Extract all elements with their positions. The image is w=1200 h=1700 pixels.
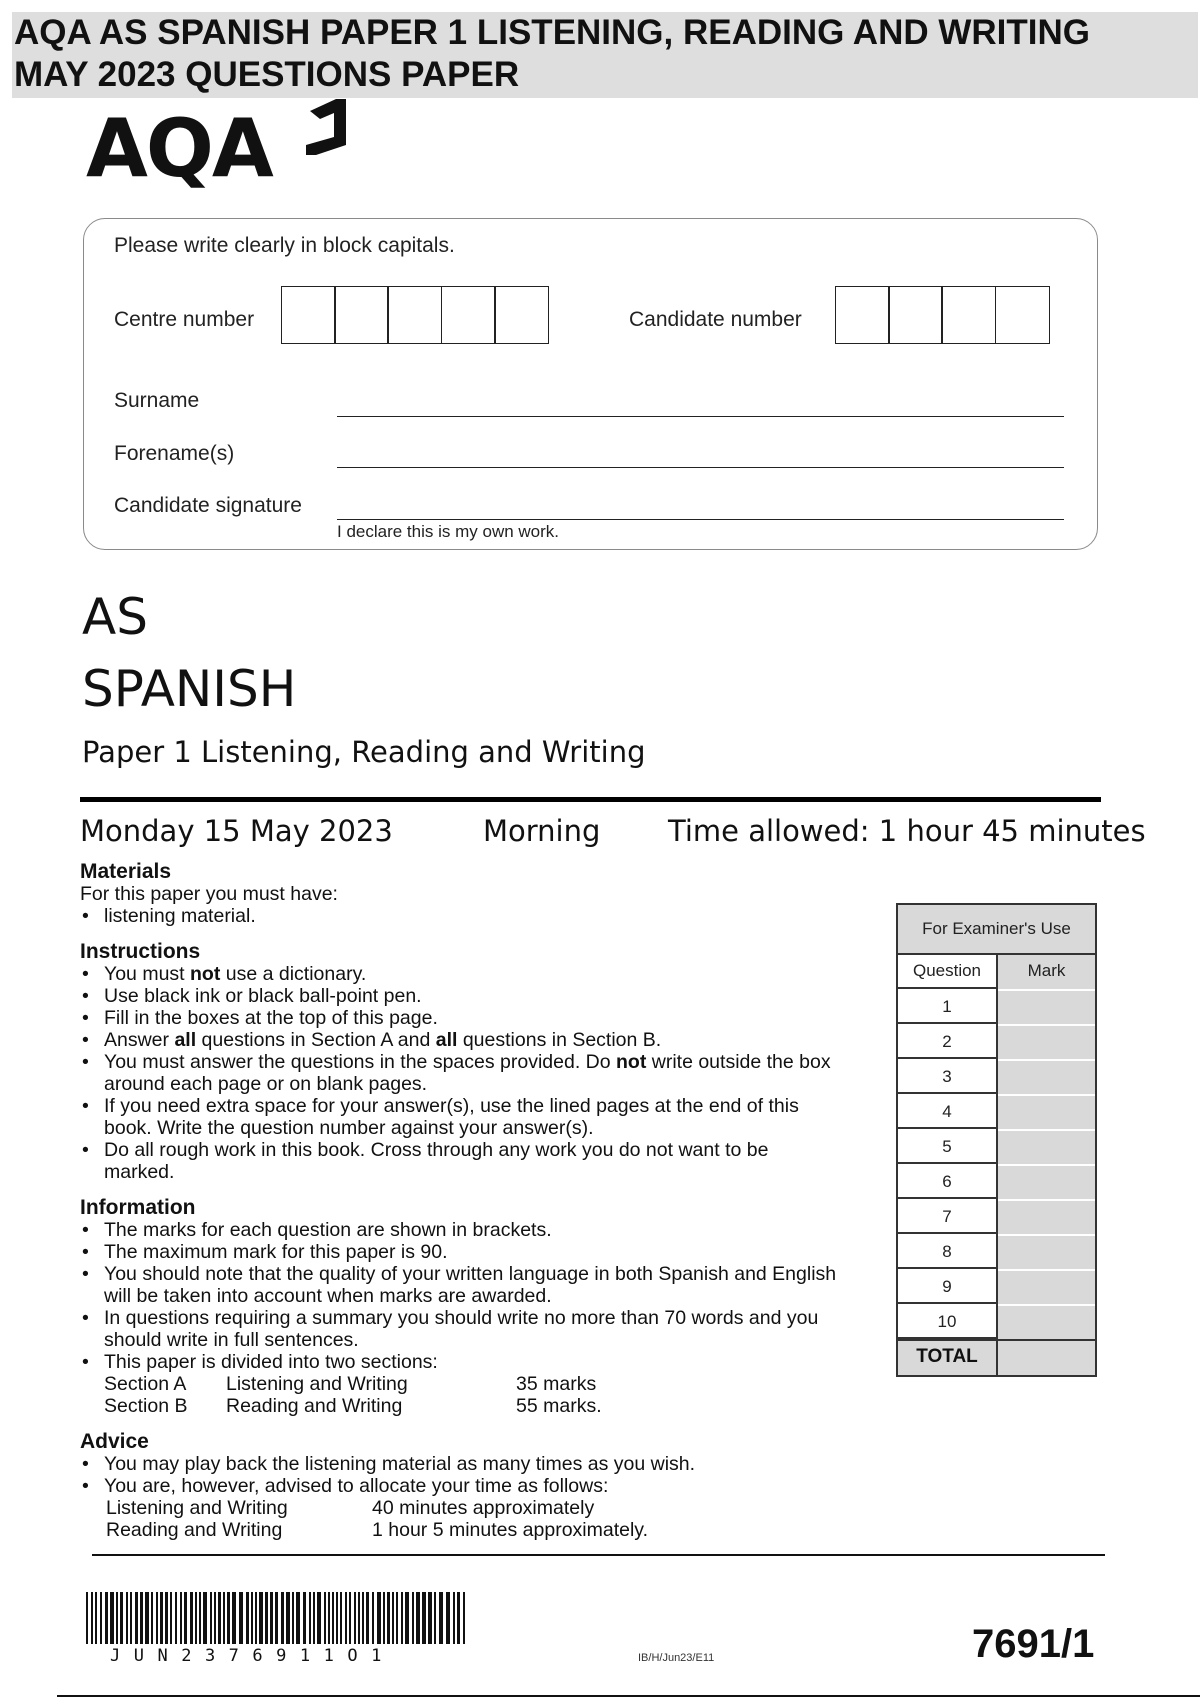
instructions-heading: Instructions bbox=[80, 940, 201, 963]
mark-cell[interactable] bbox=[998, 1234, 1095, 1269]
aqa-logo: AQA bbox=[86, 102, 272, 195]
list-item: • Use black ink or black ball-point pen. bbox=[80, 985, 870, 1007]
barcode-bar bbox=[332, 1592, 334, 1644]
centre-number-label: Centre number bbox=[114, 308, 255, 331]
barcode-bar bbox=[457, 1592, 460, 1644]
barcode-bar bbox=[392, 1592, 394, 1644]
barcode-bar bbox=[328, 1592, 330, 1644]
time-allocation-row: Listening and Writing 40 minutes approximately bbox=[106, 1497, 595, 1519]
question-number-cell: 5 bbox=[898, 1129, 998, 1164]
barcode-bar bbox=[324, 1592, 326, 1644]
barcode-bar bbox=[317, 1592, 321, 1644]
examiner-use-table bbox=[896, 903, 1097, 1377]
barcode-bar bbox=[292, 1592, 294, 1644]
barcode-bar bbox=[246, 1592, 249, 1644]
barcode-bar bbox=[156, 1592, 158, 1644]
list-item: • listening material. bbox=[80, 905, 870, 927]
barcode-bar bbox=[434, 1592, 436, 1644]
barcode-bar bbox=[91, 1592, 93, 1644]
barcode-bar bbox=[135, 1592, 138, 1644]
barcode-bar bbox=[372, 1592, 374, 1644]
question-number-cell: 10 bbox=[898, 1304, 998, 1339]
barcode-bar bbox=[309, 1592, 311, 1644]
centre-number-boxes[interactable] bbox=[281, 286, 547, 344]
barcode-bar bbox=[105, 1592, 108, 1644]
examiner-table-title: For Examiner's Use bbox=[898, 905, 1095, 955]
barcode-bar bbox=[190, 1592, 193, 1644]
barcode-bar bbox=[239, 1592, 243, 1644]
barcode-bar bbox=[255, 1592, 257, 1644]
barcode bbox=[86, 1592, 471, 1646]
candidate-number-boxes[interactable] bbox=[835, 286, 1048, 344]
barcode-bar bbox=[396, 1592, 398, 1644]
centre-number-digit[interactable] bbox=[441, 286, 496, 344]
candidate-number-digit[interactable] bbox=[888, 286, 943, 344]
barcode-bar bbox=[180, 1592, 182, 1644]
list-item: • Answer all questions in Section A and all questions in Section B. bbox=[80, 1029, 870, 1051]
forenames-field[interactable] bbox=[337, 467, 1064, 468]
barcode-bar bbox=[227, 1592, 230, 1644]
information-heading: Information bbox=[80, 1196, 196, 1219]
mark-cell[interactable] bbox=[998, 1164, 1095, 1199]
mark-cell[interactable] bbox=[998, 1269, 1095, 1304]
barcode-bar bbox=[313, 1592, 315, 1644]
list-item: • Do all rough work in this book. Cross through any work you do not want to be marked. bbox=[80, 1139, 844, 1183]
mark-cell[interactable] bbox=[998, 1059, 1095, 1094]
mark-column-header: Mark bbox=[998, 955, 1095, 989]
advice-heading: Advice bbox=[80, 1430, 149, 1453]
forenames-label: Forename(s) bbox=[114, 442, 235, 465]
block-capitals-instruction: Please write clearly in block capitals. bbox=[114, 234, 455, 257]
paper-title: Paper 1 Listening, Reading and Writing bbox=[82, 735, 646, 769]
barcode-bar bbox=[463, 1592, 465, 1644]
barcode-bar bbox=[100, 1592, 102, 1644]
barcode-bar bbox=[275, 1592, 278, 1644]
question-number-cell: 8 bbox=[898, 1234, 998, 1269]
barcode-bar bbox=[281, 1592, 284, 1644]
barcode-bar bbox=[416, 1592, 420, 1644]
barcode-bar bbox=[170, 1592, 172, 1644]
barcode-bar bbox=[405, 1592, 409, 1644]
barcode-bar bbox=[377, 1592, 381, 1644]
barcode-bar bbox=[232, 1592, 236, 1644]
mark-cell[interactable] bbox=[998, 1094, 1095, 1129]
barcode-bar bbox=[120, 1592, 123, 1644]
barcode-bar bbox=[214, 1592, 216, 1644]
barcode-bar bbox=[336, 1592, 338, 1644]
document-title bbox=[14, 12, 1194, 96]
document-title-line-1: AQA AS SPANISH PAPER 1 LISTENING, READING AND WRITING bbox=[14, 13, 1090, 52]
candidate-number-label: Candidate number bbox=[629, 308, 802, 331]
barcode-bar bbox=[366, 1592, 369, 1644]
surname-field[interactable] bbox=[337, 416, 1064, 417]
question-column-header: Question bbox=[898, 955, 998, 989]
barcode-bar bbox=[151, 1592, 153, 1644]
barcode-bar bbox=[203, 1592, 207, 1644]
barcode-bar bbox=[383, 1592, 385, 1644]
barcode-bar bbox=[223, 1592, 225, 1644]
question-number-cell: 2 bbox=[898, 1024, 998, 1059]
barcode-bar bbox=[387, 1592, 390, 1644]
instructions-list bbox=[80, 963, 870, 1183]
barcode-bar bbox=[265, 1592, 268, 1644]
barcode-bar bbox=[358, 1592, 360, 1644]
barcode-bar bbox=[195, 1592, 197, 1644]
centre-number-digit[interactable] bbox=[494, 286, 549, 344]
total-label: TOTAL bbox=[898, 1339, 998, 1375]
barcode-bar bbox=[210, 1592, 212, 1644]
barcode-bar bbox=[422, 1592, 426, 1644]
barcode-bar bbox=[296, 1592, 300, 1644]
barcode-bar bbox=[86, 1592, 88, 1644]
barcode-bar bbox=[362, 1592, 364, 1644]
subject-title: SPANISH bbox=[82, 660, 297, 718]
barcode-bar bbox=[116, 1592, 118, 1644]
question-number-cell: 7 bbox=[898, 1199, 998, 1234]
mark-cell[interactable] bbox=[998, 1304, 1095, 1339]
barcode-bar bbox=[110, 1592, 114, 1644]
barcode-digits: JUN2376911O1 bbox=[110, 1646, 395, 1666]
barcode-bar bbox=[184, 1592, 187, 1644]
barcode-bar bbox=[175, 1592, 177, 1644]
barcode-bar bbox=[354, 1592, 356, 1644]
barcode-bar bbox=[165, 1592, 168, 1644]
list-item: • Fill in the boxes at the top of this page. bbox=[80, 1007, 870, 1029]
barcode-bar bbox=[130, 1592, 132, 1644]
exam-session: Morning bbox=[483, 814, 601, 848]
section-row: Section B Reading and Writing 55 marks. bbox=[104, 1395, 602, 1417]
list-item: • You may play back the listening material as many times as you wish. bbox=[80, 1453, 870, 1475]
time-allocation-row: Reading and Writing 1 hour 5 minutes approximately. bbox=[106, 1519, 649, 1541]
barcode-bar bbox=[446, 1592, 450, 1644]
barcode-bar bbox=[218, 1592, 221, 1644]
mark-cell[interactable] bbox=[998, 989, 1095, 1024]
barcode-bar bbox=[286, 1592, 290, 1644]
mark-cell[interactable] bbox=[998, 1199, 1095, 1234]
document-title-line-2: MAY 2023 QUESTIONS PAPER bbox=[14, 55, 520, 94]
centre-number-digit[interactable] bbox=[334, 286, 389, 344]
bottom-divider bbox=[92, 1554, 1105, 1556]
reference-code: IB/H/Jun23/E11 bbox=[638, 1652, 715, 1664]
list-item: • The maximum mark for this paper is 90. bbox=[80, 1241, 870, 1263]
information-list bbox=[80, 1219, 870, 1417]
list-item: • The marks for each question are shown in brackets. bbox=[80, 1219, 870, 1241]
barcode-bar bbox=[349, 1592, 351, 1644]
question-number-cell: 3 bbox=[898, 1059, 998, 1094]
barcode-bar bbox=[428, 1592, 432, 1644]
signature-label: Candidate signature bbox=[114, 494, 302, 517]
question-number-cell: 9 bbox=[898, 1269, 998, 1304]
total-mark-cell[interactable] bbox=[998, 1339, 1095, 1375]
barcode-bar bbox=[453, 1592, 455, 1644]
time-allowed: Time allowed: 1 hour 45 minutes bbox=[668, 814, 1146, 848]
paper-code: 7691/1 bbox=[972, 1622, 1095, 1666]
barcode-bar bbox=[270, 1592, 273, 1644]
aqa-logo-mark-icon bbox=[304, 99, 348, 155]
materials-intro: For this paper you must have: bbox=[80, 883, 338, 905]
centre-number-digit[interactable] bbox=[281, 286, 336, 344]
barcode-bar bbox=[412, 1592, 414, 1644]
barcode-bar bbox=[145, 1592, 149, 1644]
centre-number-digit[interactable] bbox=[387, 286, 442, 344]
materials-list bbox=[80, 905, 870, 927]
barcode-bar bbox=[345, 1592, 347, 1644]
barcode-bar bbox=[303, 1592, 306, 1644]
question-number-cell: 1 bbox=[898, 989, 998, 1024]
qualification-level: AS bbox=[82, 588, 148, 646]
list-item: • This paper is divided into two sections: Section A Listening and Writing 35 marks Section B Reading and Writing 55 marks. bbox=[80, 1351, 870, 1417]
barcode-bar bbox=[439, 1592, 443, 1644]
candidate-number-digit[interactable] bbox=[995, 286, 1050, 344]
declaration-text: I declare this is my own work. bbox=[337, 522, 560, 541]
barcode-bar bbox=[140, 1592, 143, 1644]
barcode-bar bbox=[340, 1592, 342, 1644]
barcode-bar bbox=[199, 1592, 201, 1644]
list-item: • If you need extra space for your answer(s), use the lined pages at the end of this book. Write the question number against your answer(s). bbox=[80, 1095, 844, 1139]
mark-cell[interactable] bbox=[998, 1024, 1095, 1059]
title-divider bbox=[80, 797, 1101, 802]
list-item: • You must answer the questions in the spaces provided. Do not write outside the box around each page or on blank pages. bbox=[80, 1051, 844, 1095]
question-number-cell: 4 bbox=[898, 1094, 998, 1129]
exam-date: Monday 15 May 2023 bbox=[80, 814, 393, 848]
barcode-bar bbox=[251, 1592, 253, 1644]
section-row: Section A Listening and Writing 35 marks bbox=[104, 1373, 597, 1395]
list-item: • You should note that the quality of your written language in both Spanish and English will be taken into account when marks are awarded. bbox=[80, 1263, 844, 1307]
footer-divider bbox=[57, 1695, 1200, 1697]
list-item: • You are, however, advised to allocate your time as follows: Listening and Writing 40 minutes approximately Reading and Writing 1 hour 5 minutes approximately. bbox=[80, 1475, 870, 1541]
candidate-number-digit[interactable] bbox=[835, 286, 890, 344]
surname-label: Surname bbox=[114, 389, 200, 412]
advice-list bbox=[80, 1453, 870, 1541]
mark-cell[interactable] bbox=[998, 1129, 1095, 1164]
barcode-bar bbox=[126, 1592, 128, 1644]
list-item: • In questions requiring a summary you should write no more than 70 words and you should write in full sentences. bbox=[80, 1307, 864, 1351]
materials-heading: Materials bbox=[80, 860, 172, 883]
signature-field[interactable] bbox=[337, 519, 1064, 520]
barcode-bar bbox=[95, 1592, 97, 1644]
barcode-bar bbox=[259, 1592, 263, 1644]
candidate-number-digit[interactable] bbox=[941, 286, 996, 344]
front-cover-body bbox=[80, 861, 870, 1541]
barcode-bar bbox=[160, 1592, 163, 1644]
question-number-cell: 6 bbox=[898, 1164, 998, 1199]
barcode-bar bbox=[401, 1592, 403, 1644]
list-item: • You must not use a dictionary. bbox=[80, 963, 870, 985]
